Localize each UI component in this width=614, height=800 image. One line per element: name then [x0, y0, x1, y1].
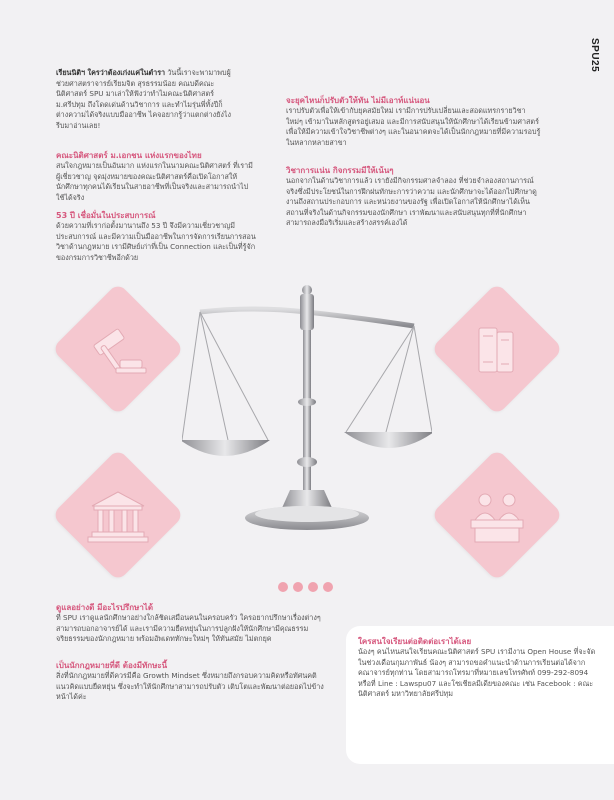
dot — [323, 582, 333, 592]
faculty-heading: คณะนิติศาสตร์ ม.เอกชน แห่งแรกของไทย — [56, 151, 202, 160]
courthouse-icon — [86, 484, 150, 548]
balance-scale-icon — [182, 282, 432, 557]
intro-paragraph — [56, 68, 234, 132]
faculty-text: สนใจกฎหมายเป็นอันมาก แห่งแรกในนามคณะนิติศาสตร์ ที่เรามีผู้เชี่ยวชาญ จุดมุ่งหมายของคณะนิติศาสตร์คือเปิดโอกาสให้นักศึกษาทุกคนได้เรียนในสายอาชีพที่เป็นจริงและสามารถนำไปใช้ได้จริง — [56, 161, 253, 202]
pagination-dots — [278, 582, 333, 592]
activities-text: นอกจากในด้านวิชาการแล้ว เรายังมีกิจกรรมศาลจำลอง ที่ช่วยจำลองสถานการณ์จริงซึ่งมีประโยชน์ในการฝึกฝนทักษะการว่าความ และนักศึกษาจะได้ออกไปศึกษาดูงานถึงสถานประกอบการ และหน่วยงานของรัฐ เพื่อเปิดโอกาสให้นักศึกษาได้เห็นสถานที่จริงในด้านกิจกรรมของนักศึกษา เราพัฒนาและสนับสนุนทุกที่ที่นักศึกษาสามารถลงมือริเริ่มและสร้างสรรค์เองได้ — [286, 176, 537, 228]
years-text: ด้วยความที่เราก่อตั้งมานานถึง 53 ปี จึงมีความเชี่ยวชาญมีประสบการณ์ และมีความเป็นมืออาชีพในการจัดการเรียนการสอนวิชาด้านกฎหมาย เรามีศิษย์เก่าที่เป็น Connection และเป็นที่รู้จักของกรมการวิชาชีพอีกด้วย — [56, 221, 256, 262]
adapt-heading: จะยุคไหนก็ปรับตัวให้ทัน ไม่มีเอาท์แน่นอน — [286, 96, 430, 105]
activities-heading: วิชาการแน่น กิจกรรมมีให้เน้นๆ — [286, 166, 394, 175]
spu25-logo: SPU25 — [589, 38, 600, 73]
years-section — [56, 210, 256, 263]
faculty-section — [56, 150, 256, 203]
skills-text: สิ่งที่นักกฎหมายที่ดีควรมีคือ Growth Mindset ซึ่งหมายถึงกรอบความคิดหรือทัศนคติ แนวคิดแบบยืดหยุ่น ซึ่งจะทำให้นักศึกษาสามารถปรับตัว เติบโตและพัฒนาต่อยอดไปข้างหน้าได้ค่ะ — [56, 671, 324, 702]
dot — [278, 582, 288, 592]
adapt-section — [286, 95, 541, 148]
law-books-icon — [465, 318, 529, 382]
contact-box — [346, 626, 614, 764]
adapt-text: เราปรับตัวเพื่อให้เข้ากับยุคสมัยใหม่ เรามีการปรับเปลี่ยนและสอดแทรกรายวิชาใหม่ๆ เข้ามาในหลักสูตรอยู่เสมอ และมีการสนับสนุนให้นักศึกษาได้เรียนข้ามศาสตร์ เพื่อให้มีความเข้าใจวิชาชีพต่างๆ และในอนาคตจะได้เป็นนักกฎหมายที่มีความรอบรู้ในหลากหลายสาขา — [286, 106, 541, 147]
care-heading: ดูแลอย่างดี มีอะไรปรึกษาได้ — [56, 603, 154, 612]
skills-heading: เป็นนักกฎหมายที่ดี ต้องมีทักษะนี้ — [56, 661, 168, 670]
dot — [308, 582, 318, 592]
skills-section — [56, 660, 332, 703]
contact-heading: ใครสนใจเรียนต่อติดต่อเราได้เลย — [358, 637, 472, 646]
courtroom-people-icon — [465, 484, 529, 548]
dot — [293, 582, 303, 592]
gavel-icon — [86, 318, 150, 382]
intro-lead: เรียนนิติฯ ใครว่าต้องเก่งแค่ในตำรา — [56, 68, 166, 77]
contact-text: น้องๆ คนไหนสนใจเรียนคณะนิติศาสตร์ SPU เรามีงาน Open House ที่จะจัดในช่วงเดือนกุมภาพันธ์ น้องๆ สามารถขอคำแนะนำด้านการเรียนต่อได้จากคณาจารย์ทุกท่าน โดยสามารถโทรมาที่หมายเลขโทรศัพท์ 099-292-8094 หรือที่ Line : Lawspu07 และโซเชียลมีเดียของคณะ เช่น Facebook : คณะนิติศาสตร์ มหาวิทยาลัยศรีปทุม — [358, 647, 596, 699]
activities-section — [286, 165, 541, 229]
years-heading: 53 ปี เชื่อมั่นในประสบการณ์ — [56, 211, 156, 220]
care-section — [56, 602, 332, 645]
intro-text: วันนี้เราจะพามาพบผู้ช่วยศาสตราจารย์เรียมจิต สุรธรรมน้อย คณบดีคณะนิติศาสตร์ SPU มาเล่าให้ฟังว่าทำไมคณะนิติศาสตร์ ม.ศรีปทุม ถึงโดดเด่นด้านวิชาการ และทำไมรุ่นพี่ทั้งปีก็ต่างความได้จริงแบบมืออาชีพ ไคจอยากรู้ว่าแตกต่างยังไง รีบมาอ่านเลย! — [56, 68, 231, 130]
care-text: ที่ SPU เราดูแลนักศึกษาอย่างใกล้ชิดเสมือนคนในครอบครัว ใครอยากปรึกษาเรื่องต่างๆ สามารถบอกอาจารย์ได้ และเรามีความยืดหยุ่นในการปลูกฝังให้นักศึกษามีคุณธรรมจริยธรรมของนักกฎหมาย พร้อมอัพเดททักษะใหม่ๆ ให้ทันสมัย ไม่ตกยุค — [56, 613, 321, 644]
